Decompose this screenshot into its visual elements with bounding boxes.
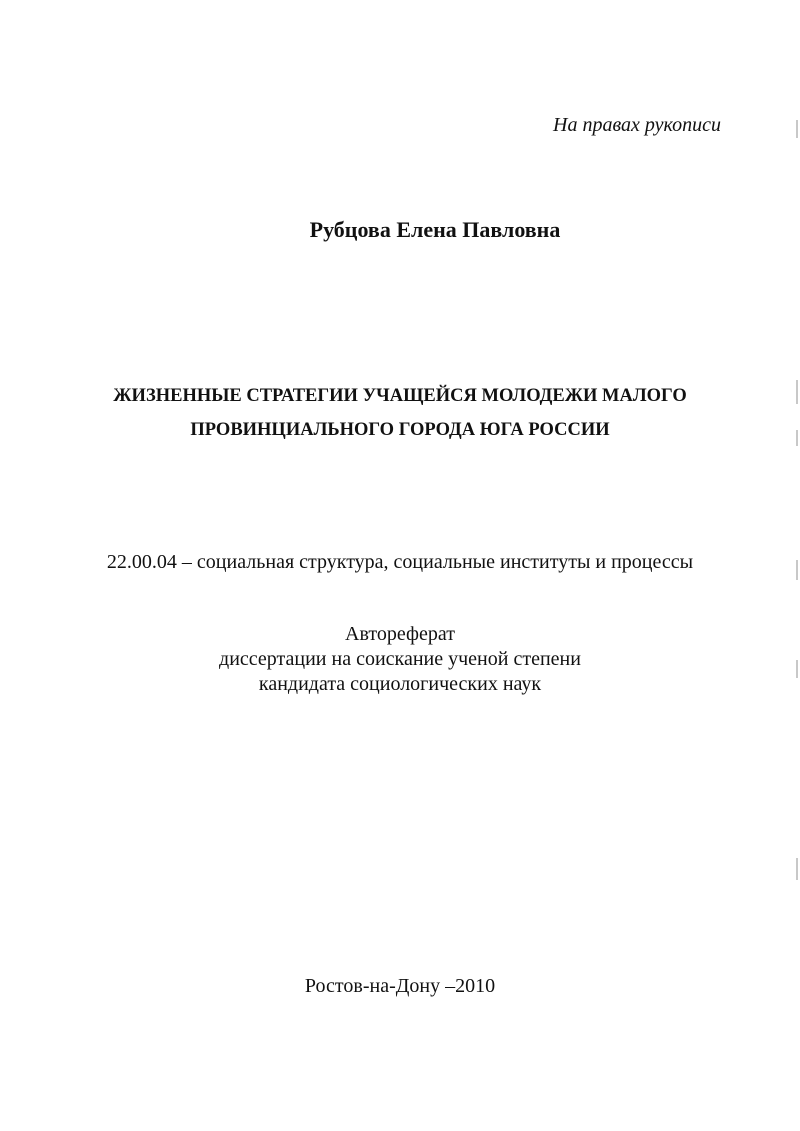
abstract-type: Автореферат [345, 623, 455, 645]
place-and-year: Ростов-на-Дону –2010 [304, 975, 496, 997]
degree-purpose: диссертации на соискание ученой степени [219, 648, 581, 670]
dissertation-title-line-2: ПРОВИНЦИАЛЬНОГО ГОРОДА ЮГА РОССИИ [190, 420, 610, 440]
scan-edge-mark [796, 430, 798, 446]
scan-edge-mark [796, 120, 798, 138]
dissertation-title-line-1: ЖИЗНЕННЫЕ СТРАТЕГИИ УЧАЩЕЙСЯ МОЛОДЕЖИ МАЛОГО [113, 386, 687, 406]
author-name: Рубцова Елена Павловна [309, 217, 561, 242]
specialty-code: 22.00.04 – социальная структура, социальные институты и процессы [106, 551, 694, 573]
manuscript-note: На правах рукописи [553, 114, 721, 136]
scan-edge-mark [796, 858, 798, 880]
scan-edge-mark [796, 380, 798, 404]
scan-edge-mark [796, 660, 798, 678]
degree-name: кандидата социологических наук [258, 673, 542, 695]
scan-edge-mark [796, 560, 798, 580]
